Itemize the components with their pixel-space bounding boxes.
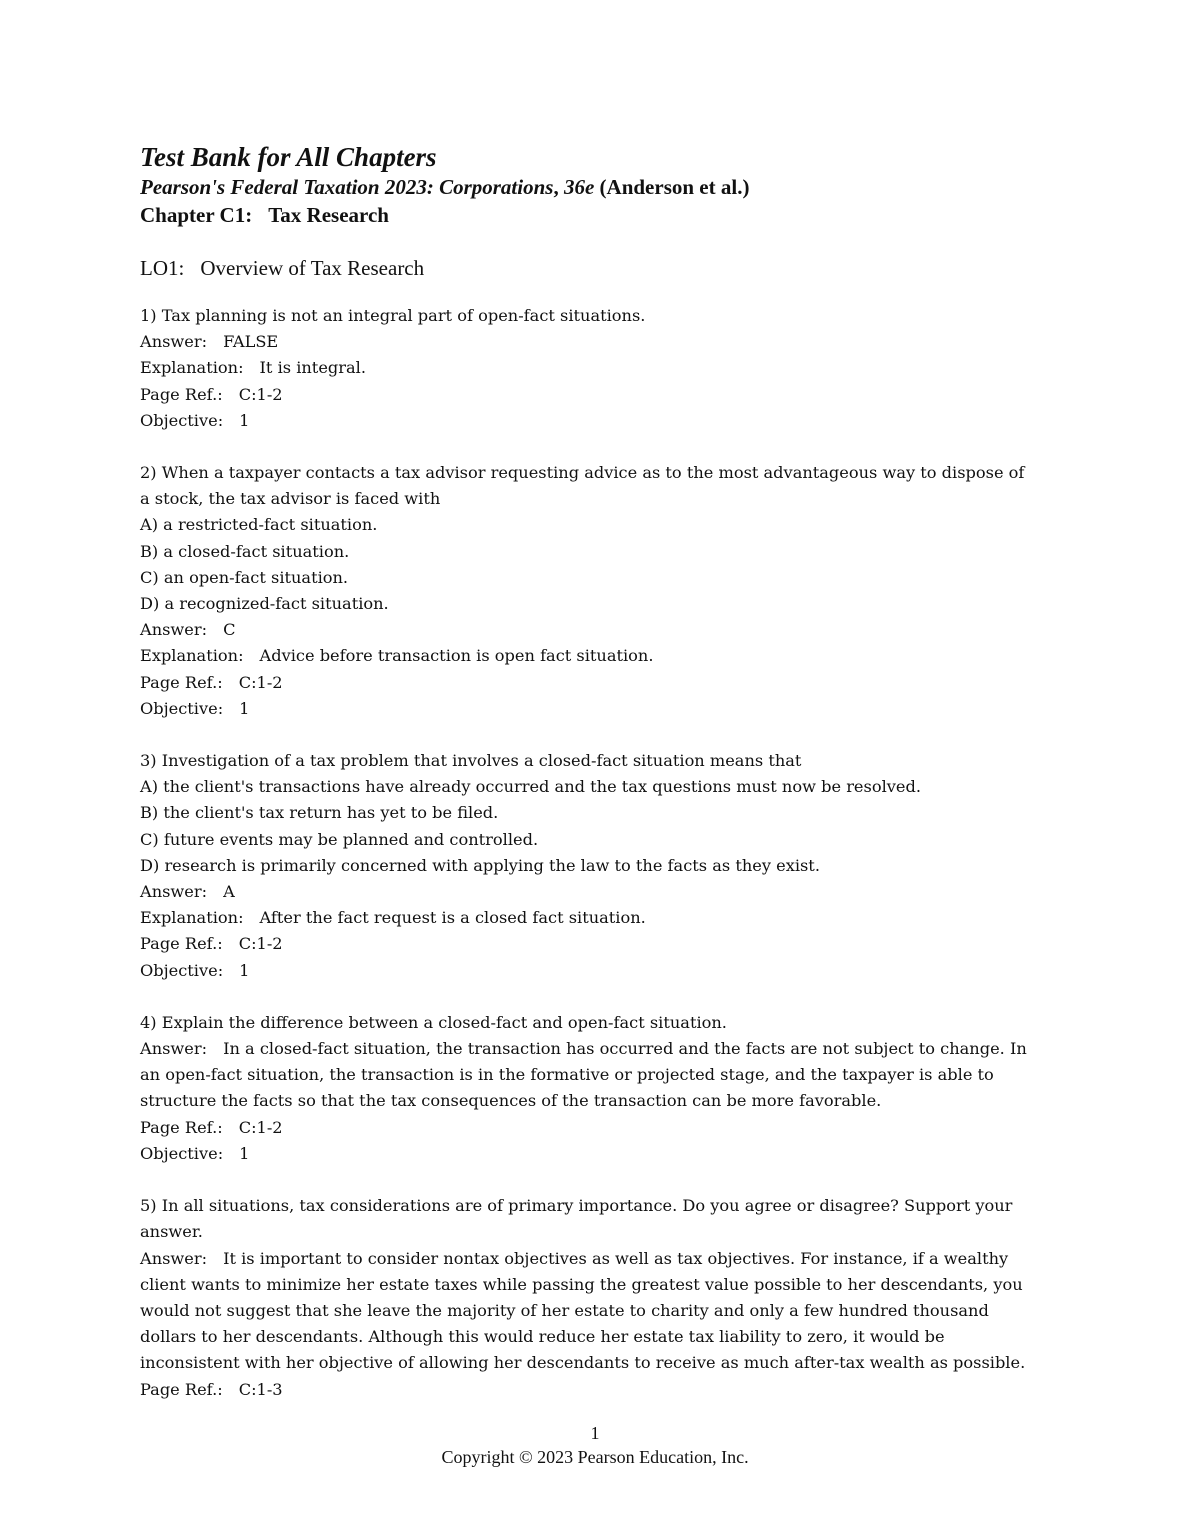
page-ref-label: Page Ref.: — [140, 672, 223, 692]
explanation-value: Advice before transaction is open fact situation. — [259, 646, 654, 666]
answer-continued: would not suggest that she leave the majority of her estate to charity and only a few hundred thousand — [140, 1300, 989, 1320]
question-stem: 4) Explain the difference between a closed-fact and open-fact situation. — [140, 1012, 727, 1032]
page-ref-label: Page Ref.: — [140, 1379, 223, 1399]
answer-continued: client wants to minimize her estate taxes while passing the greatest value possible to her descendants, you — [140, 1274, 1023, 1294]
answer-row — [140, 1036, 1055, 1062]
book-subtitle — [140, 174, 1055, 201]
subtitle-separator: , — [553, 175, 564, 199]
choice-b: B) the client's tax return has yet to be filed. — [140, 803, 499, 823]
question-stem: 2) When a taxpayer contacts a tax advisor requesting advice as to the most advantageous way to dispose of — [140, 463, 1025, 483]
page-ref-row — [140, 670, 1055, 696]
answer-label: Answer: — [140, 882, 208, 902]
lo-label: LO1: — [140, 256, 185, 280]
question-3 — [140, 748, 1055, 984]
lo-title: Overview of Tax Research — [200, 256, 425, 280]
document-page — [140, 140, 1055, 1429]
question-stem: 5) In all situations, tax considerations are of primary importance. Do you agree or disagree? Support your — [140, 1196, 1013, 1216]
page-footer — [0, 1421, 1190, 1469]
choice-d: D) research is primarily concerned with applying the law to the facts as they exist. — [140, 855, 820, 875]
page-ref-label: Page Ref.: — [140, 384, 223, 404]
objective-label: Objective: — [140, 1143, 224, 1163]
objective-row — [140, 696, 1055, 722]
answer-value: In a closed-fact situation, the transaction has occurred and the facts are not subject to change. In — [223, 1039, 1027, 1059]
book-title: Pearson's Federal Taxation 2023: Corporations — [140, 175, 554, 199]
answer-label: Answer: — [140, 1039, 208, 1059]
page-ref-value: C:1-2 — [238, 1117, 283, 1137]
choice-a: A) the client's transactions have already occurred and the tax questions must now be resolved. — [140, 777, 921, 797]
page-ref-label: Page Ref.: — [140, 1117, 223, 1137]
explanation-row — [140, 643, 1055, 669]
chapter-label: Chapter C1: — [140, 203, 253, 227]
explanation-label: Explanation: — [140, 358, 244, 378]
explanation-label: Explanation: — [140, 646, 244, 666]
answer-label: Answer: — [140, 332, 208, 352]
answer-continued: structure the facts so that the tax consequences of the transaction can be more favorable. — [140, 1091, 882, 1111]
book-authors: (Anderson et al.) — [599, 175, 750, 199]
page-ref-row — [140, 382, 1055, 408]
copyright-notice: Copyright © 2023 Pearson Education, Inc. — [441, 1447, 749, 1467]
answer-label: Answer: — [140, 1248, 208, 1268]
learning-objective-heading — [140, 254, 1055, 282]
answer-row — [140, 879, 1055, 905]
choice-a: A) a restricted-fact situation. — [140, 515, 378, 535]
page-ref-value: C:1-2 — [238, 672, 283, 692]
question-list — [140, 303, 1055, 1403]
answer-value: C — [223, 620, 236, 640]
answer-row — [140, 329, 1055, 355]
document-title: Test Bank for All Chapters — [140, 142, 437, 172]
page-ref-row — [140, 1115, 1055, 1141]
question-1 — [140, 303, 1055, 434]
answer-continued: an open-fact situation, the transaction is in the formative or projected stage, and the taxpayer is able to — [140, 1065, 994, 1085]
objective-row — [140, 958, 1055, 984]
objective-value: 1 — [239, 1143, 250, 1163]
page-number: 1 — [590, 1423, 600, 1443]
book-edition: 36e — [563, 175, 595, 199]
page-ref-row — [140, 931, 1055, 957]
choice-d: D) a recognized-fact situation. — [140, 594, 389, 614]
question-2 — [140, 460, 1055, 722]
page-ref-value: C:1-2 — [238, 934, 283, 954]
explanation-label: Explanation: — [140, 908, 244, 928]
question-stem-continued: answer. — [140, 1222, 203, 1242]
answer-value: It is important to consider nontax objectives as well as tax objectives. For instance, if a wealthy — [223, 1248, 1009, 1268]
answer-row — [140, 1246, 1055, 1272]
choice-c: C) future events may be planned and controlled. — [140, 829, 539, 849]
question-5 — [140, 1193, 1055, 1403]
question-stem: 3) Investigation of a tax problem that involves a closed-fact situation means that — [140, 751, 802, 771]
chapter-heading — [140, 201, 1055, 229]
objective-value: 1 — [239, 960, 250, 980]
explanation-value: After the fact request is a closed fact situation. — [259, 908, 646, 928]
objective-row — [140, 1141, 1055, 1167]
objective-label: Objective: — [140, 698, 224, 718]
explanation-value: It is integral. — [259, 358, 366, 378]
objective-label: Objective: — [140, 960, 224, 980]
objective-value: 1 — [239, 410, 250, 430]
question-stem: 1) Tax planning is not an integral part of open-fact situations. — [140, 306, 646, 325]
answer-continued: inconsistent with her objective of allowing her descendants to receive as much after-tax wealth as possible. — [140, 1353, 1026, 1373]
objective-label: Objective: — [140, 410, 224, 430]
explanation-row — [140, 355, 1055, 381]
explanation-row — [140, 905, 1055, 931]
answer-value: FALSE — [223, 332, 279, 352]
answer-label: Answer: — [140, 620, 208, 640]
chapter-title: Tax Research — [268, 203, 389, 227]
page-ref-value: C:1-3 — [238, 1379, 283, 1399]
objective-value: 1 — [239, 698, 250, 718]
page-ref-value: C:1-2 — [238, 384, 283, 404]
answer-continued: dollars to her descendants. Although this would reduce her estate tax liability to zero, it would be — [140, 1327, 945, 1347]
page-ref-row — [140, 1377, 1055, 1403]
answer-row — [140, 617, 1055, 643]
choice-c: C) an open-fact situation. — [140, 567, 349, 587]
question-stem-continued: a stock, the tax advisor is faced with — [140, 489, 441, 509]
choice-b: B) a closed-fact situation. — [140, 541, 350, 561]
objective-row — [140, 408, 1055, 434]
answer-value: A — [223, 882, 235, 902]
page-ref-label: Page Ref.: — [140, 934, 223, 954]
question-4 — [140, 1010, 1055, 1167]
